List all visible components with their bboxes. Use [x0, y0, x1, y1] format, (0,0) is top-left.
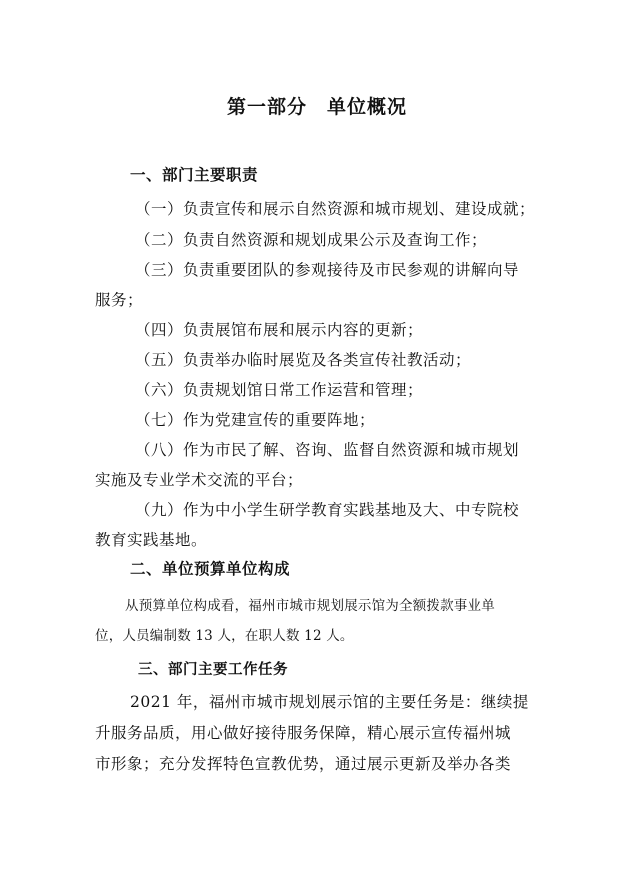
duty-item-5: （五）负责举办临时展览及各类宣传社教活动； [135, 351, 472, 369]
duty-item-9-cont: 教育实践基地。 [95, 531, 208, 549]
section-heading-budget-units: 二、单位预算单位构成 [130, 559, 291, 578]
budget-units-line-1: 从预算单位构成看，福州市城市规划展示馆为全额拨款事业单 [125, 598, 495, 614]
tasks-line-2: 升服务品质，用心做好接待服务保障，精心展示宣传福州城 [95, 724, 512, 742]
section-heading-tasks: 三、部门主要工作任务 [138, 661, 288, 678]
duty-item-4: （四）负责展馆布展和展示内容的更新； [135, 321, 424, 339]
page-title: 第一部分 单位概况 [226, 96, 407, 118]
duty-item-6: （六）负责规划馆日常工作运营和管理； [135, 381, 424, 399]
duty-item-8-cont: 实施及专业学术交流的平台； [95, 471, 304, 489]
tasks-line-3: 市形象；充分发挥特色宣教优势，通过展示更新及举办各类 [95, 755, 512, 773]
duty-item-3: （三）负责重要团队的参观接待及市民参观的讲解向导 [135, 261, 520, 279]
duty-item-8: （八）作为市民了解、咨询、监督自然资源和城市规划 [135, 441, 520, 459]
duty-item-3-cont: 服务； [95, 291, 144, 309]
duty-item-2: （二）负责自然资源和规划成果公示及查询工作； [135, 231, 488, 249]
duty-item-7: （七）作为党建宣传的重要阵地； [135, 411, 376, 429]
section-heading-duties: 一、部门主要职责 [130, 165, 259, 184]
duty-item-1: （一）负责宣传和展示自然资源和城市规划、建设成就； [135, 200, 536, 218]
duty-item-9: （九）作为中小学生研学教育实践基地及大、中专院校 [135, 501, 520, 519]
tasks-line-1: 2021 年，福州市城市规划展示馆的主要任务是：继续提 [130, 693, 529, 711]
budget-units-line-2: 位，人员编制数 13 人，在职人数 12 人。 [95, 628, 354, 644]
